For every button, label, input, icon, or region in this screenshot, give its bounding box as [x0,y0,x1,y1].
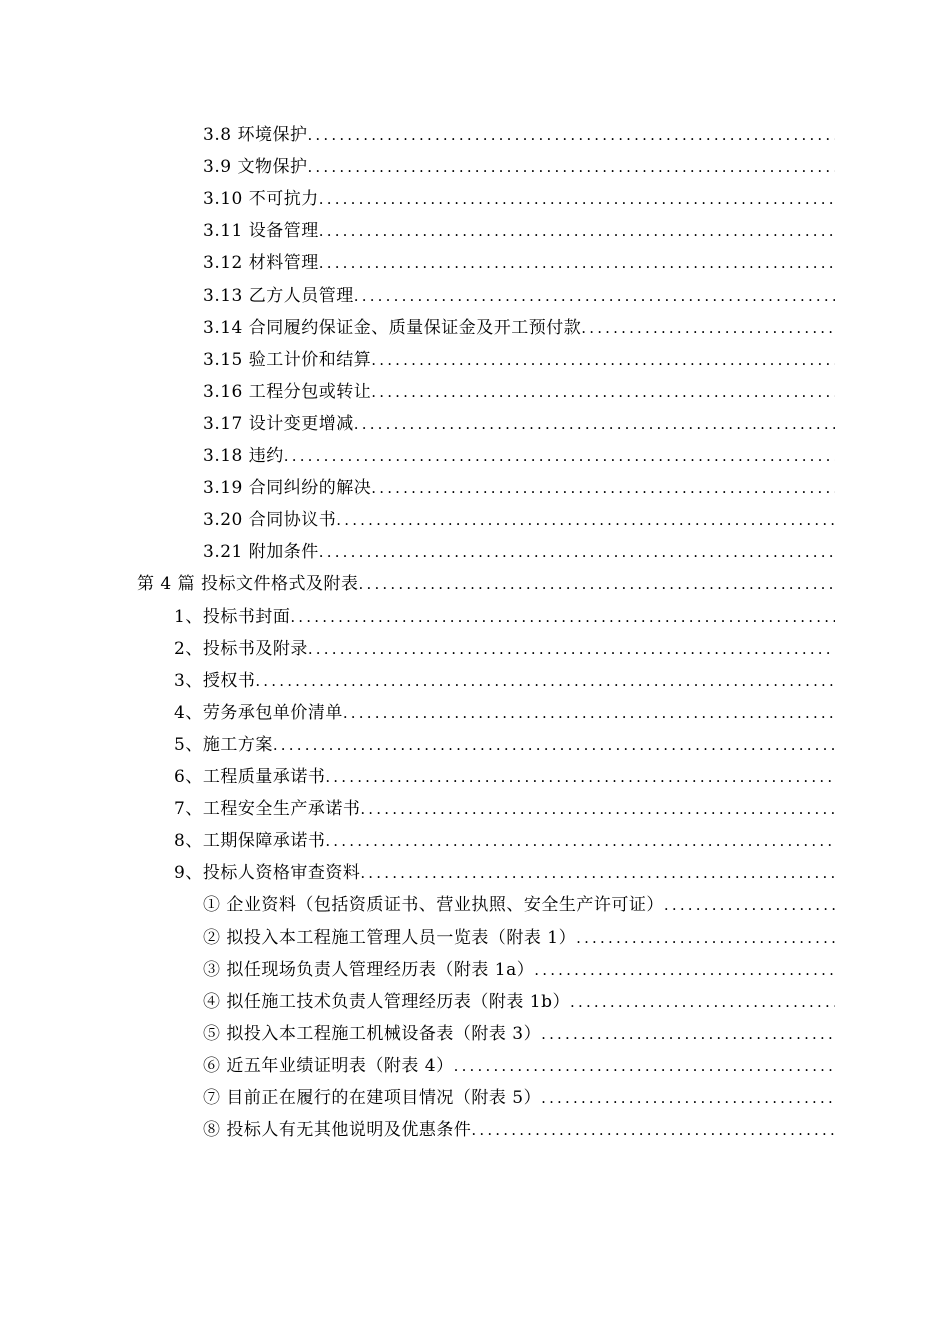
toc-entry-label: 3.8 环境保护 [203,125,308,145]
toc-dot-leader [319,188,835,210]
toc-entry[interactable] [203,343,835,371]
toc-entry-label: ⑧ 投标人有无其他说明及优惠条件 [203,1120,472,1140]
toc-entry-label: 3.20 合同协议书 [203,510,337,530]
toc-dot-leader [359,573,835,595]
toc-entry[interactable] [203,1081,835,1109]
toc-entry[interactable] [203,407,835,435]
toc-entry-label: 8、工期保障承诺书 [174,831,326,851]
toc-dot-leader [581,317,835,339]
toc-dot-leader [360,862,835,884]
toc-entry[interactable] [203,1049,835,1077]
toc-dot-leader [360,798,835,820]
toc-entry-label: 3.17 设计变更增减 [203,414,354,434]
toc-entry-label: 3.9 文物保护 [203,157,308,177]
toc-dot-leader [454,1055,835,1077]
toc-entry[interactable] [174,824,835,852]
toc-dot-leader [307,124,835,146]
toc-entry-label: 7、工程安全生产承诺书 [174,799,361,819]
toc-entry-label: 3.13 乙方人员管理 [203,286,354,306]
toc-entry[interactable] [203,921,835,949]
toc-entry-label: 3.14 合同履约保证金、质量保证金及开工预付款 [203,318,582,338]
toc-dot-leader [273,734,835,756]
toc-entry[interactable] [203,953,835,981]
toc-dot-leader [290,606,835,628]
toc-dot-leader [576,927,835,949]
toc-entry-label: ⑥ 近五年业绩证明表（附表 4） [203,1056,454,1076]
toc-dot-leader [371,381,835,403]
toc-entry-label: 2、投标书及附录 [174,639,308,659]
toc-dot-leader [308,638,835,660]
toc-dot-leader [307,156,835,178]
toc-dot-leader [319,252,835,274]
toc-entry-label: 3.21 附加条件 [203,542,319,562]
toc-entry-label: 9、投标人资格审查资料 [174,863,361,883]
toc-entry[interactable] [174,728,835,756]
toc-dot-leader [354,285,835,307]
toc-dot-leader [541,1087,835,1109]
toc-dot-leader [541,1023,835,1045]
toc-entry-label: 6、工程质量承诺书 [174,767,326,787]
toc-dot-leader [354,413,835,435]
toc-entry-label: ⑤ 拟投入本工程施工机械设备表（附表 3） [203,1024,542,1044]
toc-entry-label: 3.15 验工计价和结算 [203,350,372,370]
toc-dot-leader [336,509,835,531]
toc-entry[interactable] [203,1113,835,1141]
toc-entry[interactable] [137,567,835,595]
toc-dot-leader [371,349,835,371]
toc-entry[interactable] [174,632,835,660]
toc-entry[interactable] [203,214,835,242]
toc-dot-leader [343,702,835,724]
toc-dot-leader [471,1119,835,1141]
toc-entry-label: ④ 拟任施工技术负责人管理经历表（附表 1b） [203,992,571,1012]
toc-entry[interactable] [203,535,835,563]
toc-entry-label: ① 企业资料（包括资质证书、营业执照、安全生产许可证） [203,895,664,915]
toc-entry-label: 3.11 设备管理 [203,221,319,241]
toc-entry-label: ② 拟投入本工程施工管理人员一览表（附表 1） [203,928,577,948]
toc-entry[interactable] [203,150,835,178]
toc-entry[interactable] [174,664,835,692]
toc-entry[interactable] [203,182,835,210]
toc-entry-label: ⑦ 目前正在履行的在建项目情况（附表 5） [203,1088,542,1108]
toc-dot-leader [664,894,835,916]
toc-entry[interactable] [174,760,835,788]
toc-dot-leader [534,959,835,981]
toc-dot-leader [284,445,835,467]
toc-dot-leader [371,477,835,499]
toc-entry[interactable] [203,118,835,146]
toc-entry[interactable] [174,600,835,628]
toc-entry[interactable] [203,375,835,403]
toc-entry-label: 3.18 违约 [203,446,284,466]
toc-dot-leader [255,670,835,692]
toc-entry[interactable] [203,279,835,307]
toc-entry-label: 3.10 不可抗力 [203,189,319,209]
toc-dot-leader [325,766,835,788]
toc-dot-leader [319,541,835,563]
toc-entry[interactable] [203,311,835,339]
toc-entry-label: 5、施工方案 [174,735,273,755]
toc-dot-leader [325,830,835,852]
toc-entry-label: 第 4 篇 投标文件格式及附表 [137,574,359,594]
toc-entry[interactable] [203,1017,835,1045]
toc-entry-label: 3.12 材料管理 [203,253,319,273]
toc-entry[interactable] [203,888,835,916]
toc-entry[interactable] [203,985,835,1013]
toc-dot-leader [319,220,835,242]
toc-entry-label: 3、授权书 [174,671,256,691]
toc-entry[interactable] [203,503,835,531]
toc-entry[interactable] [174,696,835,724]
toc-entry[interactable] [174,792,835,820]
toc-entry-label: 3.19 合同纠纷的解决 [203,478,372,498]
toc-entry-label: 3.16 工程分包或转让 [203,382,372,402]
toc-entry[interactable] [203,439,835,467]
toc-entry-label: ③ 拟任现场负责人管理经历表（附表 1a） [203,960,535,980]
toc-dot-leader [570,991,835,1013]
toc-entry[interactable] [203,471,835,499]
toc-entry[interactable] [203,246,835,274]
toc-entry[interactable] [174,856,835,884]
toc-entry-label: 4、劳务承包单价清单 [174,703,343,723]
toc-entry-label: 1、投标书封面 [174,607,291,627]
